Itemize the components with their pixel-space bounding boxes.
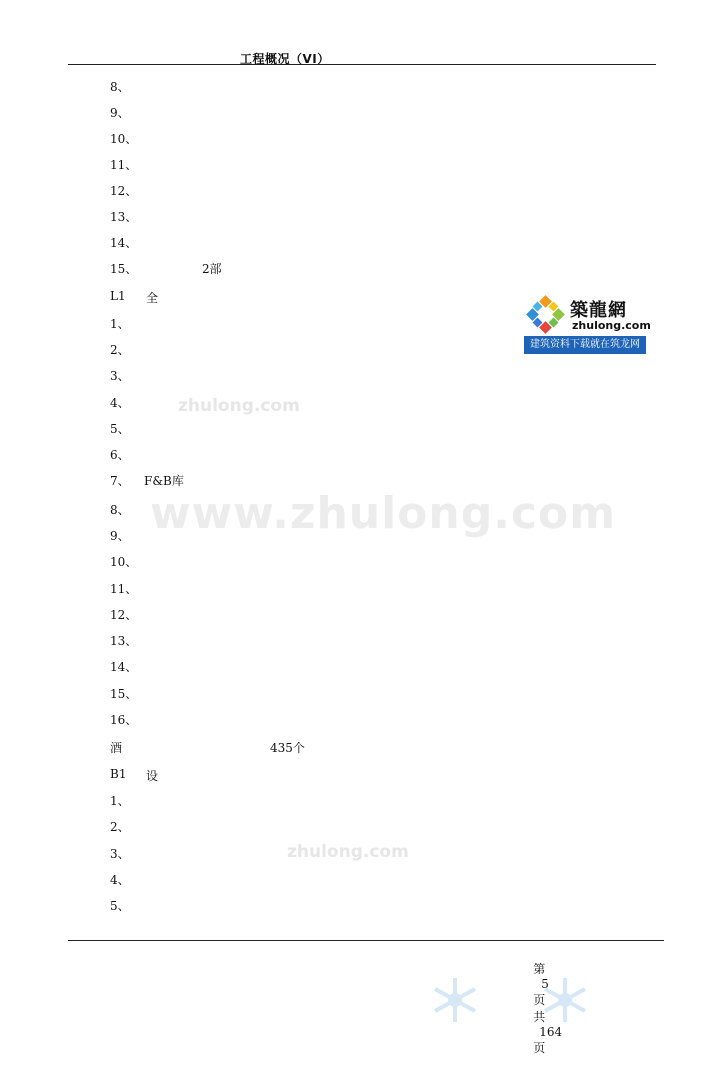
list-item: [110, 711, 137, 728]
section-text: 全: [146, 291, 159, 305]
list-item: [110, 208, 137, 225]
item-number: 3、: [110, 847, 130, 861]
item-number: 4、: [110, 396, 130, 410]
watermark-text: zhulong.com: [178, 396, 300, 416]
section-heading: [110, 767, 159, 783]
list-item: [110, 527, 132, 544]
text-line: [110, 739, 305, 756]
list-item: [110, 182, 137, 199]
list-item: [110, 606, 137, 623]
line-text: 435个: [270, 741, 305, 755]
list-item: [110, 341, 132, 358]
item-number: 4、: [110, 873, 130, 887]
list-item: [110, 580, 137, 597]
list-item: [110, 156, 137, 173]
item-number: 12、: [110, 184, 138, 198]
item-number: 15、: [110, 687, 138, 701]
list-item: [110, 104, 132, 121]
item-number: 9、: [110, 529, 130, 543]
item-number: 5、: [110, 422, 130, 436]
item-number: 10、: [110, 132, 138, 146]
item-number: 7、: [110, 474, 130, 488]
watermark-text-large: www.zhulong.com: [150, 488, 617, 539]
item-number: 13、: [110, 210, 138, 224]
list-item: [110, 130, 137, 147]
list-item: [110, 260, 222, 277]
zhulong-logo: [524, 294, 651, 354]
header-title: 工程概况（VI）: [240, 52, 330, 66]
item-number: 1、: [110, 317, 130, 331]
list-item: [110, 446, 132, 463]
page-label: 第: [533, 962, 546, 976]
list-item: [110, 871, 132, 888]
item-number: 2、: [110, 820, 130, 834]
item-number: 14、: [110, 660, 138, 674]
item-number: 8、: [110, 80, 130, 94]
item-number: 2、: [110, 343, 130, 357]
snowflake-watermark-icon: [430, 976, 480, 1024]
list-item: [110, 501, 132, 518]
list-item: [110, 818, 132, 835]
page-unit: 页: [533, 993, 546, 1007]
list-item: [110, 234, 137, 251]
item-text: 2部: [202, 262, 222, 276]
item-number: 14、: [110, 236, 138, 250]
list-item: [110, 553, 137, 570]
logo-name: 築龍網: [570, 300, 627, 321]
list-item: [110, 472, 184, 489]
item-number: 8、: [110, 503, 130, 517]
logo-domain: zhulong.com: [572, 319, 651, 332]
list-item: [110, 420, 132, 437]
list-item: [110, 897, 132, 914]
item-text: F&B库: [144, 474, 184, 488]
item-number: 12、: [110, 608, 138, 622]
list-item: [110, 792, 132, 809]
item-number: 5、: [110, 899, 130, 913]
section-text: 设: [146, 769, 159, 783]
item-number: 16、: [110, 713, 138, 727]
page-number: 5: [541, 977, 549, 991]
item-number: 13、: [110, 634, 138, 648]
list-item: [110, 367, 132, 384]
footer-rule: [68, 940, 664, 941]
item-number: 1、: [110, 794, 130, 808]
total-unit: 页: [533, 1041, 546, 1055]
logo-slogan: 建筑资料下载就在筑龙网: [524, 336, 646, 354]
flower-logo-icon: [524, 294, 568, 336]
list-item: [110, 78, 132, 95]
list-item: [110, 315, 132, 332]
list-item: [110, 632, 137, 649]
item-number: 3、: [110, 369, 130, 383]
section-code: L1: [110, 289, 126, 303]
list-item: [110, 845, 132, 862]
watermark-text: zhulong.com: [287, 842, 409, 862]
item-number: 15、: [110, 262, 138, 276]
section-heading: [110, 289, 159, 305]
total-pages: 164: [539, 1025, 563, 1039]
header-rule: [68, 64, 656, 65]
line-lead: 酒: [110, 741, 123, 755]
item-number: 11、: [110, 582, 138, 596]
list-item: [110, 394, 132, 411]
item-number: 10、: [110, 555, 138, 569]
list-item: [110, 658, 137, 675]
logo-top: [524, 294, 651, 336]
snowflake-watermark-icon: [540, 976, 590, 1024]
total-label: 共: [533, 1010, 546, 1024]
list-item: [110, 685, 137, 702]
item-number: 6、: [110, 448, 130, 462]
item-number: 9、: [110, 106, 130, 120]
item-number: 11、: [110, 158, 138, 172]
section-code: B1: [110, 767, 127, 781]
